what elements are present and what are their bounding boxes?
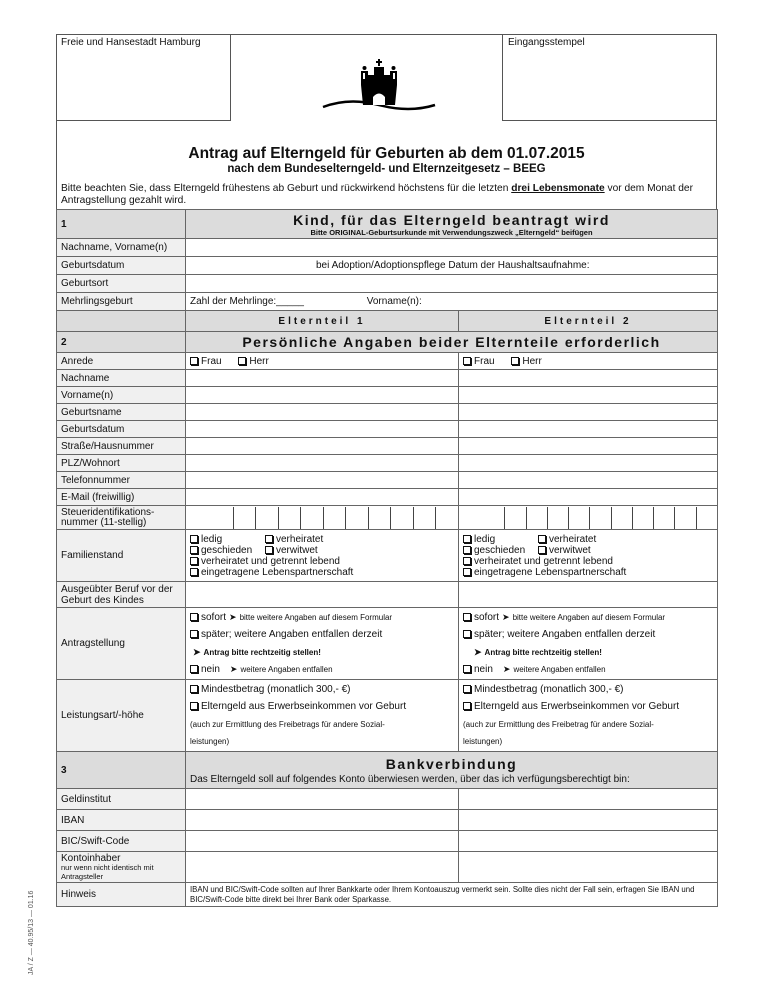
zip-city-label: PLZ/Wohnort [57, 455, 186, 472]
street-label: Straße/Hausnummer [57, 438, 186, 455]
p2-zip-city-field[interactable] [459, 455, 718, 472]
p2-frau-checkbox[interactable]: Frau [463, 356, 495, 367]
p1-verheiratet-checkbox[interactable]: verheiratet [265, 534, 323, 545]
table-row [57, 810, 718, 831]
p1-firstname-field[interactable] [186, 387, 459, 404]
child-birthplace-field[interactable] [186, 275, 718, 293]
p2-phone-field[interactable] [459, 472, 718, 489]
p2-application-timing [459, 608, 718, 680]
p1-bank-field[interactable] [186, 789, 459, 810]
table-row [57, 275, 718, 293]
adoption-note: bei Adoption/Adoptionspflege Datum der Haushaltsaufnahme: [316, 260, 590, 271]
child-birthdate-label: Geburtsdatum [57, 257, 186, 275]
p2-partnerschaft-checkbox[interactable]: eingetragene Lebenspartnerschaft [463, 567, 713, 578]
p2-rechtzeitig-note: ➤ Antrag bitte rechtzeitig stellen! [474, 646, 602, 657]
p2-mindest-checkbox[interactable]: Mindestbetrag (monatlich 300,- €) [463, 681, 713, 699]
bic-label: BIC/Swift-Code [57, 831, 186, 852]
table-row [57, 239, 718, 257]
issuer-box [56, 34, 231, 121]
section1-header [57, 210, 718, 239]
table-row [57, 257, 718, 275]
p1-getrennt-checkbox[interactable]: verheiratet und getrennt lebend [190, 556, 454, 567]
issuer-label: Freie und Hansestadt Hamburg [61, 37, 201, 48]
p1-zip-city-field[interactable] [186, 455, 459, 472]
salutation-label: Anrede [57, 353, 186, 370]
p1-email-field[interactable] [186, 489, 459, 506]
bank-label: Geldinstitut [57, 789, 186, 810]
p2-iban-field[interactable] [459, 810, 718, 831]
p2-einkommen-checkbox[interactable]: Elterngeld aus Erwerbseinkommen vor Geburt [463, 698, 713, 716]
p1-occupation-field[interactable] [186, 582, 459, 608]
p1-nein-checkbox[interactable]: nein ➤ weitere Angaben entfallen [190, 661, 454, 679]
occupation-label: Ausgeübter Beruf vor der Geburt des Kindes [57, 582, 186, 608]
table-row [57, 831, 718, 852]
stamp-label: Eingangsstempel [508, 37, 585, 48]
p1-ledig-checkbox[interactable]: ledig [190, 534, 265, 545]
notice-emphasis: drei Lebensmonate [511, 183, 605, 194]
p1-spaeter-checkbox[interactable]: später; weitere Angaben entfallen derzeit [190, 626, 454, 644]
table-row [57, 421, 718, 438]
section3-title: Bankverbindung [385, 755, 518, 772]
p1-herr-checkbox[interactable]: Herr [238, 356, 268, 367]
p2-spaeter-checkbox[interactable]: später; weitere Angaben entfallen derzeit [463, 626, 713, 644]
p2-email-field[interactable] [459, 489, 718, 506]
p1-marital-status [186, 530, 459, 582]
p1-sofort-checkbox[interactable]: sofort ➤ bitte weitere Angaben auf diesem Formular [190, 609, 454, 627]
table-row [57, 530, 718, 582]
section-number: 3 [57, 752, 186, 789]
multiple-birth-field[interactable] [186, 293, 718, 311]
email-label: E-Mail (freiwillig) [57, 489, 186, 506]
p2-street-field[interactable] [459, 438, 718, 455]
account-holder-note: nur wenn nicht identisch mit Antragsteller [61, 862, 154, 881]
table-row [57, 370, 718, 387]
section2-header [57, 332, 718, 353]
p1-birthdate-field[interactable] [186, 421, 459, 438]
p2-tax-id-field[interactable] [459, 506, 718, 530]
p2-birthdate-field[interactable] [459, 421, 718, 438]
p2-lastname-field[interactable] [459, 370, 718, 387]
hint-text: IBAN und BIC/Swift-Code sollten auf Ihrer Bankkarte oder Ihrem Kontoauszug vermerkt sein. Sollte dies nicht der Fall sein, erfragen Sie IBAN und BIC/Swift-Code bitte direkt bei Ihrer Bank oder Sparkasse. [186, 883, 718, 907]
p1-salutation [186, 353, 459, 370]
p1-street-field[interactable] [186, 438, 459, 455]
section1-subtitle: Bitte ORIGINAL-Geburtsurkunde mit Verwendungszweck „Elterngeld“ beifügen [310, 227, 593, 237]
marital-status-label: Familienstand [57, 530, 186, 582]
parents-header [57, 311, 718, 332]
p1-tax-id-field[interactable] [186, 506, 459, 530]
child-name-field[interactable] [186, 239, 718, 257]
table-row [57, 506, 718, 530]
p2-bank-field[interactable] [459, 789, 718, 810]
p2-verheiratet-checkbox[interactable]: verheiratet [538, 534, 596, 545]
p2-bic-field[interactable] [459, 831, 718, 852]
p2-herr-checkbox[interactable]: Herr [511, 356, 541, 367]
p1-partnerschaft-checkbox[interactable]: eingetragene Lebenspartnerschaft [190, 567, 454, 578]
multiple-birth-label: Mehrlingsgeburt [57, 293, 186, 311]
tax-id-label: Steueridentifikations-nummer (11-stellig) [57, 506, 186, 530]
p2-marital-status [459, 530, 718, 582]
p1-birthname-field[interactable] [186, 404, 459, 421]
table-row [57, 852, 718, 883]
phone-label: Telefonnummer [57, 472, 186, 489]
p1-benefit-type: Mindestbetrag (monatlich 300,- €) Elterngeld aus Erwerbseinkommen vor Geburt (auch zur Ermittlung des Freibetrags für andere Sozial- leistungen) [186, 680, 459, 752]
parent2-heading: Elternteil 2 [459, 311, 718, 332]
form-title: Antrag auf Elterngeld für Geburten ab dem 01.07.2015 [188, 145, 585, 162]
hamburg-castle-logo-icon [319, 57, 439, 117]
p2-verwitwet-checkbox[interactable]: verwitwet [538, 545, 591, 556]
p2-account-holder-field[interactable] [459, 852, 718, 883]
birthdate-label: Geburtsdatum [57, 421, 186, 438]
table-row [57, 789, 718, 810]
p1-frau-checkbox[interactable]: Frau [190, 356, 222, 367]
table-row [57, 608, 718, 680]
p2-occupation-field[interactable] [459, 582, 718, 608]
child-birthdate-field[interactable] [186, 257, 718, 275]
section1-title: Kind, für das Elterngeld beantragt wird [293, 211, 610, 228]
p1-iban-field[interactable] [186, 810, 459, 831]
p2-nein-checkbox[interactable]: nein ➤ weitere Angaben entfallen [463, 661, 713, 679]
form-subtitle: nach dem Bundeselterngeld- und Elternzeitgesetz – BEEG [227, 163, 546, 175]
p2-getrennt-checkbox[interactable]: verheiratet und getrennt lebend [463, 556, 713, 567]
section2-title: Persönliche Angaben beider Elternteile erforderlich [242, 334, 661, 350]
form-code: JA / Z — 40.95/13 — 01.16 [28, 890, 35, 975]
parent1-heading: Elternteil 1 [186, 311, 459, 332]
p2-geschieden-checkbox[interactable]: geschieden [463, 545, 538, 556]
p1-application-timing [186, 608, 459, 680]
multiple-count: Zahl der Mehrlinge:_____ [190, 296, 304, 307]
lastname-label: Nachname [57, 370, 186, 387]
table-row [57, 387, 718, 404]
p2-firstname-field[interactable] [459, 387, 718, 404]
application-timing-label: Antragstellung [57, 608, 186, 680]
application-form [56, 34, 717, 907]
child-name-label: Nachname, Vorname(n) [57, 239, 186, 257]
form-header [56, 34, 717, 209]
firstname-label: Vorname(n) [57, 387, 186, 404]
benefit-type-label: Leistungsart/-höhe [57, 680, 186, 752]
table-row [57, 582, 718, 608]
p1-mindest-checkbox[interactable]: Mindestbetrag (monatlich 300,- €) [190, 681, 454, 699]
p1-account-holder-field[interactable] [186, 852, 459, 883]
table-row [57, 455, 718, 472]
notice-text: Bitte beachten Sie, dass Elterngeld frühestens ab Geburt und rückwirkend höchstens für die letzten drei Lebensmonate vor dem Monat der Antragstellung gezahlt wird. [61, 183, 693, 206]
p1-lastname-field[interactable] [186, 370, 459, 387]
iban-label: IBAN [57, 810, 186, 831]
table-row [57, 883, 718, 907]
p1-verwitwet-checkbox[interactable]: verwitwet [265, 545, 318, 556]
p1-rechtzeitig-note: ➤ Antrag bitte rechtzeitig stellen! [193, 646, 321, 657]
p2-salutation [459, 353, 718, 370]
section-number: 2 [57, 332, 186, 353]
table-row [57, 293, 718, 311]
section-number: 1 [57, 210, 186, 239]
section3-subtitle: Das Elterngeld soll auf folgendes Konto überwiesen werden, über das ich verfügungsberechtigt bin: [190, 773, 630, 785]
section3-header [57, 752, 718, 789]
p2-birthname-field[interactable] [459, 404, 718, 421]
form-table [56, 209, 718, 907]
table-row [57, 438, 718, 455]
p1-einkommen-checkbox[interactable]: Elterngeld aus Erwerbseinkommen vor Geburt [190, 698, 454, 716]
table-row [57, 680, 718, 752]
multiple-names: Vorname(n): [366, 296, 422, 307]
p1-geschieden-checkbox[interactable]: geschieden [190, 545, 265, 556]
table-row [57, 404, 718, 421]
receipt-stamp-box [502, 34, 717, 121]
p2-ledig-checkbox[interactable]: ledig [463, 534, 538, 545]
child-birthplace-label: Geburtsort [57, 275, 186, 293]
birthname-label: Geburtsname [57, 404, 186, 421]
p2-sofort-checkbox[interactable]: sofort ➤ bitte weitere Angaben auf diesem Formular [463, 609, 713, 627]
p2-benefit-type: Mindestbetrag (monatlich 300,- €) Elterngeld aus Erwerbseinkommen vor Geburt (auch zur Ermittlung des Freibetrag für andere Sozial- leistungen) [459, 680, 718, 752]
p1-phone-field[interactable] [186, 472, 459, 489]
table-row [57, 489, 718, 506]
table-row [57, 472, 718, 489]
table-row [57, 353, 718, 370]
account-holder-label: Kontoinhaber [61, 852, 121, 864]
p1-bic-field[interactable] [186, 831, 459, 852]
hint-label: Hinweis [57, 883, 186, 907]
